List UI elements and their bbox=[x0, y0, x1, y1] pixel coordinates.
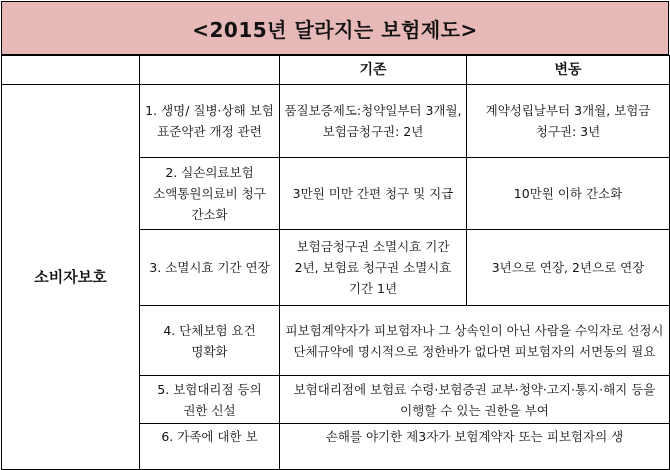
change-cell: 계약성립날부터 3개월, 보험금 청구권: 3년 bbox=[467, 85, 670, 158]
item-cell: 6. 가족에 대한 보 bbox=[140, 424, 280, 470]
item-cell: 3. 소멸시효 기간 연장 bbox=[140, 230, 280, 306]
change-cell: 10만원 이하 간소화 bbox=[467, 158, 670, 230]
before-cell: 3만원 미만 간편 청구 및 지급 bbox=[280, 158, 467, 230]
header-item bbox=[140, 56, 280, 85]
insurance-changes-table bbox=[1, 55, 670, 470]
item-cell: 1. 생명/ 질병·상해 보험 표준약관 개정 관련 bbox=[140, 85, 280, 158]
detail-cell: 보험대리점에 보험료 수령·보험증권 교부·청약·고지·통지·해지 등을 이행할 수 있는 권한을 부여 bbox=[280, 376, 670, 424]
before-cell: 품질보증제도:청약일부터 3개월, 보험금청구권: 2년 bbox=[280, 85, 467, 158]
before-cell: 보험금청구권 소멸시효 기간 2년, 보험료 청구권 소멸시효 기간 1년 bbox=[280, 230, 467, 306]
category-cell: 소비자보호 bbox=[2, 85, 140, 470]
item-cell: 2. 실손의료보험 소액통원의료비 청구 간소화 bbox=[140, 158, 280, 230]
page-title: <2015년 달라지는 보험제도> bbox=[1, 1, 669, 55]
table-row bbox=[2, 85, 670, 158]
detail-cell: 손해를 야기한 제3자가 보험계약자 또는 피보험자의 생 bbox=[280, 424, 670, 470]
item-cell: 5. 보험대리점 등의 권한 신설 bbox=[140, 376, 280, 424]
change-cell: 3년으로 연장, 2년으로 연장 bbox=[467, 230, 670, 306]
table-header-row bbox=[2, 56, 670, 85]
item-cell: 4. 단체보험 요건 명확화 bbox=[140, 306, 280, 376]
header-change: 변동 bbox=[467, 56, 670, 85]
header-category bbox=[2, 56, 140, 85]
header-before: 기존 bbox=[280, 56, 467, 85]
detail-cell: 피보험계약자가 피보험자나 그 상속인이 아닌 사람을 수익자로 선정시 단체규약에 명시적으로 정한바가 없다면 피보험자의 서면동의 필요 bbox=[280, 306, 670, 376]
